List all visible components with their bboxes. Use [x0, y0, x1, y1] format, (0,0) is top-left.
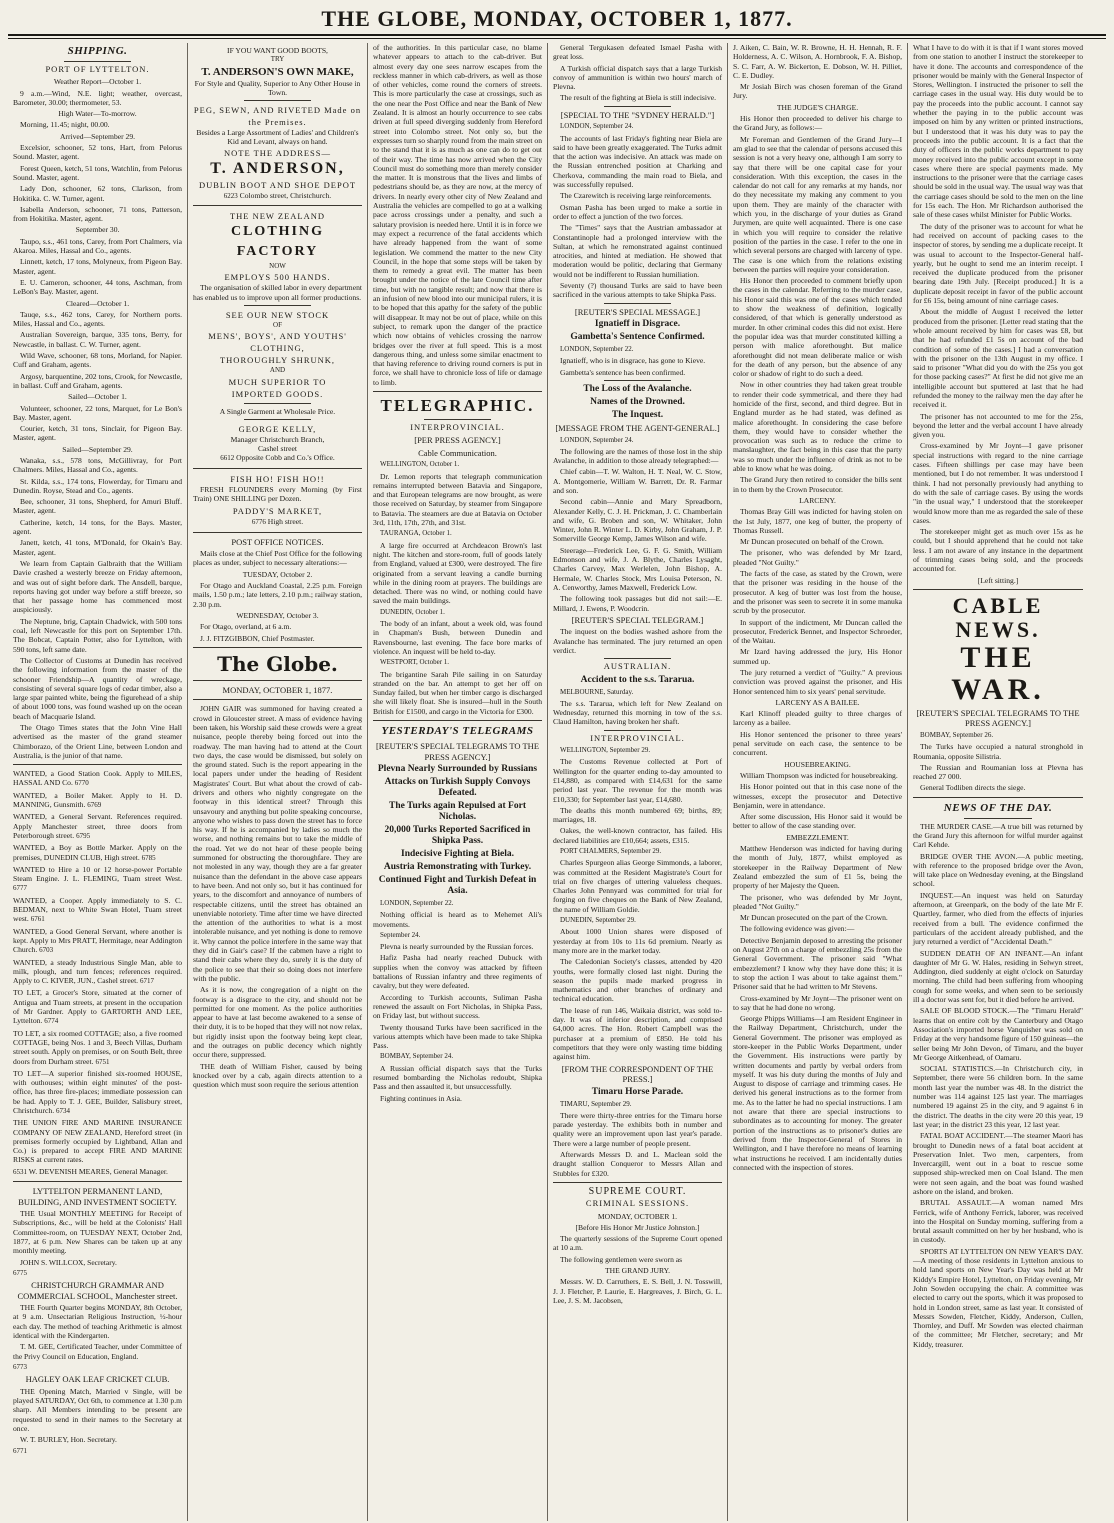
dateline: BOMBAY, September 24. — [380, 1052, 454, 1061]
lyttelton-society-notice: THE Usual MONTHLY MEETING for Receipt of Subscriptions, &c., will be held at the Colonists' Hall Committee-room, on TUESDAY NEXT, October 2nd, 1877, at 6 p.m. New Shares can be taken up at any monthly meeting. — [13, 1209, 182, 1256]
court-text: Thomas Bray Gill was indicted for having stolen on the 1st July, 1877, one keg of butter, the property of Thomas Russell. — [733, 507, 902, 535]
ad-line: PADDY'S MARKET, — [232, 506, 323, 517]
paper-date: MONDAY, OCTOBER 1, 1877. — [222, 684, 333, 695]
post-office-notice: For Otago, overland, at 6 a.m. — [200, 622, 292, 632]
post-office-date: TUESDAY, October 2. — [242, 569, 313, 579]
sailed-heading: Sailed—October 1. — [68, 392, 127, 402]
column-2 — [188, 43, 368, 1521]
agency-note: [MESSAGE FROM THE AGENT-GENERAL.] — [555, 423, 720, 434]
ad-line: SEE OUR NEW STOCK — [225, 309, 330, 320]
divider — [244, 403, 312, 404]
ad-line: T. ANDERSON'S OWN MAKE, — [201, 65, 354, 78]
dateline: DUNEDIN, September 29. — [560, 916, 636, 925]
weather-report: 9 a.m.—Wind, N.E. light; weather, overcast, Barometer, 30.00; thermometer, 53. — [13, 88, 182, 107]
news-item: SUDDEN DEATH OF AN INFANT.—An infant daughter of Mr G. W. Hales, residing in Selwyn street, Addington, died suddenly at eight o'clock on Saturday morning. The child had been suffering from whooping cough for some weeks, and when seen to be seriously ill a doctor was sent for, but it died before he arrived. — [913, 948, 1083, 1005]
court-text: In support of the indictment, Mr Duncan called the prosecutor, Frederick Bennet, and Inspector Schroeder, of the Waitau. — [733, 617, 902, 646]
cleared-heading: Cleared—October 1. — [65, 298, 130, 308]
telegram-text: A Turkish official dispatch says that a large Turkish convoy of ammunition is within two hours' march of Plevna. — [553, 63, 722, 92]
columns — [8, 43, 1106, 1521]
telegram-text: Nothing official is heard as to Mehemet Ali's movements. — [373, 910, 542, 929]
telegram-text: There were thirty-three entries for the Timaru horse parade yesterday. The exhibits both in number and quality were an improvement upon last year's parade. There were a large number of people present. — [553, 1110, 722, 1148]
classified-ad: WANTED, a steady Industrious Single Man, able to milk, plough, and turn fences; references required. Apply to C. KIVER, JUN., Cashel street. 6717 — [13, 957, 182, 986]
ad-line: Besides a Large Assortment of Ladies' and Children's Kid and Levant, always on hand. — [196, 128, 359, 147]
ad-line: THOROUGHLY SHRUNK, — [219, 355, 336, 366]
classified-ad: WANTED, a Boiler Maker. Apply to H. D. MANNING, Gunsmith. 6769 — [13, 790, 182, 810]
telegram-text: About 1000 Union shares were disposed of yesterday at from 10s to 11s 6d premium. Nearly as many more are in the market today. — [553, 927, 722, 955]
dateline: WELLINGTON, September 29. — [560, 746, 651, 755]
war-headline: Austria Remonstrating with Turkey. — [383, 862, 532, 872]
court-text: His Honor then proceeded to deliver his charge to the Grand Jury, as follows:— — [733, 114, 902, 133]
divider — [373, 391, 542, 392]
agency-note: [REUTER'S SPECIAL TELEGRAMS TO THE PRESS AGENCY.] — [375, 741, 540, 762]
court-text: His Honor pointed out that in this case none of the witnesses, except the prosecutor and Detective Benjamin, were in attendance. — [733, 782, 902, 810]
court-text: Cross-examined by Mr Joynt—The prisoner went on to say that he had done no wrong. — [733, 993, 902, 1012]
divider — [604, 658, 672, 659]
news-headline: The Loss of the Avalanche. — [583, 384, 692, 395]
divider — [373, 720, 542, 721]
dateline: LONDON, September 22. — [560, 345, 634, 354]
war-headline: Attacks on Turkish Supply Convoys Defeated. — [384, 777, 531, 798]
column-1 — [8, 43, 188, 1521]
ad-body: The organisation of skilled labor in every department has enabled us to improve upon all former productions. — [193, 283, 362, 302]
larceny-bailee-heading: LARCENY AS A BAILEE. — [775, 697, 860, 707]
grammar-school-heading: CHRISTCHURCH GRAMMAR AND COMMERCIAL SCHOOL, Manchester street. — [17, 1280, 178, 1301]
news-headline: The Inquest. — [611, 410, 664, 421]
cable-news-heading: CABLE NEWS. — [952, 592, 1044, 642]
arrived-heading: Arrived—September 29. — [59, 131, 136, 141]
court-text: Mr Foreman and Gentlemen of the Grand Jury—I am glad to see that the calendar of persons accused this session is not a very heavy one, although I am sorry to say that there will be one capital case for your consideration. With this exception, the cases in the calendar do not call for any remarks at my hands, nor do they necessitate my making any comment to you upon them. They are mainly of the character with which you, in the discharge of your duties as Grand Jurymen, are quite well acquainted. There is one case in which you will require to consider the relative position of the parties in the case. I refer to the one in which several persons are charged with larceny of type. The case is one which from the relations existing between the parties will require your consideration. — [733, 134, 902, 274]
ad-number: 6771 — [13, 1446, 27, 1455]
cable-communication-heading: Cable Communication. — [418, 447, 497, 458]
ad-line: 6612 Opposite Cobb and Co.'s Office. — [220, 453, 335, 463]
telegram-text: Seventy (?) thousand Turks are said to have been sacrificed in the various attempts to take Shipka Pass. — [553, 281, 722, 300]
column-6 — [908, 43, 1088, 1521]
court-text: Mr Duncan prosecuted on behalf of the Crown. — [740, 537, 884, 547]
telegram-text: According to Turkish accounts, Suliman Pasha renewed the assault on Fort Nicholas, in Shipka Pass, on Friday last, but without success. — [373, 992, 542, 1021]
insurance-ad-signature: 6531 W. DEVENISH MEARES, General Manager. — [13, 1166, 168, 1176]
court-text: George Phipps Williams—I am Resident Engineer in the Railway Department, Christchurch, under the General Government. The prisoner was employed as store-keeper in the Public Works Department, under the Government. His instructions were partly by written documents and partly by verbal orders from myself. It was his duty during the months of July and August to dispose of carriage and trimming cases. He derived his general instructions as to the former from me. As to the latter he had no special instructions. I am not aware that there are special instructions to subordinates as to accounting for money. The greater portion of the instructions as to prisoner's duties are derived from the Inspector-General of Stores in Wellington, and I have therefore no means of learning what instructions he received. I am incidentally duties connected with the inspection of stores. — [733, 1014, 902, 1172]
agency-note: [REUTER'S SPECIAL MESSAGE.] — [574, 306, 701, 317]
dateline: DUNEDIN, October 1. — [380, 607, 445, 616]
cleared-entry: Tauqe, s.s., 462 tons, Carey, for Northern ports. Miles, Hassal and Co., agents. — [13, 309, 182, 329]
weather-heading: Weather Report—October 1. — [53, 77, 142, 87]
court-text: The following gentlemen were sworn as — [560, 1254, 683, 1264]
leader-paragraph: THE death of William Fisher, caused by being knocked over by a cab, again directs attention to a question which must soon require the serious attention — [193, 1061, 362, 1090]
news-item: INQUEST.—An inquest was held on Saturday afternoon, at Greenpark, on the body of the late Mr F. Quartley, farmer, who died from the effects of injuries received from a bull. The evidence confirmed the particulars of the accident already published, and the jury returned a verdict of "Accidental Death." — [913, 890, 1083, 947]
arrival-entry: Forest Queen, ketch, 51 tons, Watchlin, from Pelorus Sound. Master, agent. — [13, 163, 182, 182]
divider — [553, 1182, 722, 1183]
news-headline: Timaru Horse Parade. — [591, 1086, 684, 1097]
australian-heading: AUSTRALIAN. — [603, 661, 672, 672]
agency-note: [REUTER'S SPECIAL TELEGRAMS TO THE PRESS AGENCY.] — [916, 707, 1080, 729]
ad-line: IMPORTED GOODS. — [231, 388, 324, 399]
ad-line: IF YOU WANT GOOD BOOTS, — [227, 46, 328, 55]
telegram-text: The lease of run 146, Waikaia district, was sold to-day. It was of inferior description, and comprised 64,000 acres. The Hon. Robert Campbell was the purchaser at a premium of £850. He told his competitors that they were only wasting time bidding against him. — [553, 1005, 722, 1062]
divider — [193, 699, 362, 700]
court-note: [Before His Honor Mr Justice Johnston.] — [575, 1222, 700, 1232]
sailed-entry: Catherine, ketch, 14 tons, for the Bays. Master, agent. — [13, 517, 182, 537]
sailed-entry: Volunteer, schooner, 22 tons, Marquet, for Le Bon's Bay. Master, agent. — [13, 403, 182, 422]
dateline: PORT CHALMERS, September 29. — [560, 847, 662, 855]
telegram-text: The "Times" says that the Austrian ambassador at Constantinople had a prolonged interview with the Sultan, at which he remonstrated against continued atrocities, and hinted at mediation. He showed that moderation would be politic, declaring that Germany would not be indifferent to Russian humiliation. — [553, 223, 722, 279]
ad-line: Manager Christchurch Branch, — [230, 434, 325, 444]
classified-ad: TO LET, a six roomed COTTAGE; also, a five roomed COTTAGE, being Nos. 1 and 3, Beech Villas, Durham street south. Apply on premises, or on South Belt, three doors from Durham street. 6751 — [13, 1028, 182, 1066]
court-text: About the middle of August I received the letter produced from the prisoner. [Letter read stating that the whole amount received by him for cases was £8, but that he had refunded £1 5s on account of the bad condition of some of the cases.] I had a conversation with the prisoner on the 13th August in my office. I said to prisoner "What did you do with the 25s you got for those packing cases?" At first he did not give me an intelligible account but sputtered at last that he had refunded the money to the railway men the day after he received it. — [913, 307, 1083, 410]
cleared-entry: Argosy, barquentine, 202 tons, Crook, for Newcastle, in ballast. Cuff and Graham, agents. — [13, 371, 182, 390]
telegram-text: The accounts of last Friday's fighting near Biela are said to have been greatly exaggerated. The Turks admit that the action was indecisive. An attack was made on the Russian entrenched position at Charking and Cherkova, commanding the main road to Biela, and was successfully repulsed. — [553, 133, 722, 190]
news-headline: Gambetta's Sentence Confirmed. — [570, 332, 705, 343]
war-headline: Plevna Nearly Surrounded by Russians — [377, 764, 538, 774]
divider — [193, 680, 362, 681]
dateline: TAURANGA, October 1. — [380, 529, 452, 538]
criminal-sessions-heading: CRIMINAL SESSIONS. — [585, 1198, 690, 1209]
divider — [604, 106, 672, 107]
war-headline: 20,000 Turks Reported Sacrificed in Shipka Pass. — [384, 825, 531, 846]
insurance-ad: THE UNION FIRE AND MARINE INSURANCE COMPANY OF NEW ZEALAND, Hereford street (in premises formerly occupied by Lightband, Allan and Co.) is prepared to accept FIRE AND MARINE RISKS at current rates. — [13, 1118, 182, 1165]
court-text: Now in other countries they had taken great trouble to render their code symmetrical, and there they had homicide of the first, second, and third degree. But in England murder as he had stated, was defined as malice aforethought. In considering the case before them, they would have to consider whether the provocation was such as to reduce the crime to manslaughter, the fact being in this case that the party was so much under the influence of drink as not to be able to know what he was doing. — [733, 380, 902, 474]
sailed-entry: Courier, ketch, 31 tons, Sinclair, for Pigeon Bay. Master, agent. — [13, 424, 182, 443]
ad-line: 6776 High street. — [251, 517, 304, 527]
ad-line: DUBLIN BOOT AND SHOE DEPOT — [198, 179, 357, 190]
masthead-title: THE GLOBE, MONDAY, OCTOBER 1, 1877. — [321, 6, 793, 31]
news-headline: Ignatieff in Disgrace. — [594, 319, 681, 330]
court-text: The jury returned a verdict of "Guilty." A previous conviction was proved against the prisoner, and His Honor sentenced him to six years' penal servitude. — [733, 668, 902, 696]
classified-ad: TO LET, a Grocer's Store, situated at the corner of Antigua and Tuam streets, at present in the occupation of Mr Gardner. Apply to GARTORTH AND LEE, Lyttelton. 6774 — [13, 988, 182, 1026]
date-subheading: September 30. — [75, 225, 120, 235]
cable-text: General Todliben directs the siege. — [920, 783, 1026, 793]
ad-line: NOTE THE ADDRESS— — [223, 147, 332, 158]
dateline: MELBOURNE, Saturday. — [560, 687, 634, 696]
ad-line: GEORGE KELLY, — [238, 423, 317, 434]
court-text: Messrs. W. D. Carruthers, E. S. Bell, J. N. Tosswill, J. J. Fletcher, P. Laurie, E. Hargreaves, J. Birch, G. L. Lee, J. S. M. Jacobsen, — [553, 1277, 722, 1305]
court-text: J. Aiken, C. Bain, W. R. Browne, H. H. Hennah, R. F. Holderness, A. C. Wilson, A. Hornbrook, F. A. Bishop, S. C. Farr, A. W. Bickerton, E. Dobson, W. H. Pilliet, C. E. Dudley. — [733, 43, 902, 80]
news-headline: Accident to the s.s. Tararua. — [580, 674, 695, 685]
court-text: The prisoner, who was defended by Mr Izard, pleaded "Not Guilty." — [733, 548, 902, 567]
telegram-text: The brigantine Sarah Pile sailing in on Saturday stranded on the bar. An attempt to get her off on Sunday failed, but when her timber cargo is discharged she will likely float. She is insured—hull in the South British for £1500, and cargo in the Victoria for £300. — [373, 669, 542, 716]
judges-charge-heading: THE JUDGE'S CHARGE. — [776, 102, 859, 112]
post-office-heading: POST OFFICE NOTICES. — [231, 536, 324, 547]
arrival-entry: Lady Don, schooner, 62 tons, Clarkson, from Hokitika. C. W. Turner, agent. — [13, 184, 182, 203]
news-headline: Names of the Drowned. — [590, 397, 685, 408]
ad-line: PEG, SEWN, AND RIVETED Made on the Premises. — [193, 105, 362, 128]
war-headline: Continued Fight and Turkish Defeat in Asia. — [378, 875, 537, 896]
telegram-text: The inquest on the bodies washed ashore from the Avalanche has terminated. The jury returned an open verdict. — [553, 627, 722, 655]
ad-line: A Single Garment at Wholesale Price. — [219, 406, 336, 416]
dateline: LONDON, September 24. — [560, 122, 634, 131]
dateline: September 24. — [380, 930, 421, 939]
divider — [193, 205, 362, 206]
telegram-text: The s.s. Tararua, which left for New Zealand on Wednesday, returned this morning in tow of the s.s. Claud Hamilton, having broken her shaft. — [553, 698, 722, 727]
shipping-news: We learn from Captain Galbraith that the William Davie crashed a westerly breeze on Friday afternoon, and was out of sight before dark. The Ansdell, barque, reports having got under way before a stiff breeze, so that her passage home has commenced most auspiciously. — [13, 558, 182, 615]
arrival-entry: Linnett, ketch, 17 tons, Molyneux, from Pigeon Bay. Master, agent. — [13, 257, 182, 276]
fish-ad — [193, 473, 362, 528]
larceny-heading: LARCENY. — [799, 495, 836, 505]
news-of-the-day-heading: NEWS OF THE DAY. — [943, 801, 1053, 814]
news-item: BRIDGE OVER THE AVON.—A public meeting, with reference to the proposed bridge over the Avon, will take place on Wednesday evening, at the Bingsland school. — [913, 851, 1083, 889]
court-text: Mr Duncan prosecuted on the part of the Crown. — [740, 913, 888, 923]
telegram-text: Steerage—Frederick Lee, G. F. G. Smith, William Edmonson and wife, J. A. Blythe, Charles Lysaght, Charles Carvey, Max Werlelen, John Bishop, A. Hermale, W. Charles Stock, Mrs Louisa Peterson, N. A. Cenworthy, James Maxwell, Frederick Low. — [553, 545, 722, 592]
ad-line: THE NEW ZEALAND — [229, 211, 326, 222]
divider — [913, 797, 1083, 798]
classified-ad: WANTED, a Cooper. Apply immediately to S. C. BEDMAN, next to White Swan Hotel, Tuam street west. 6761 — [13, 895, 182, 924]
court-text: The duty of the prisoner was to account for what he had received on account of packing cases to the inspector of stores, by sending me a duplicate receipt. It was usual to account to the Inspector-General half-yearly, but he ought to send me an interim receipt. I received the duplicate produced from the prisoner bearing date 19th July. [Receipt produced.] It is a duplicate deposit receipt in favor of the public account for £6 15s, being amount of nine carriage cases. — [913, 221, 1083, 306]
cricket-club-notice: THE Opening Match, Married v Single, will be played SATURDAY, Oct 6th, to commence at 1.30 p.m sharp. All Members intending to be present are requested to send in their names to the Secretary at once. — [13, 1386, 182, 1433]
embezzlement-heading: EMBEZZLEMENT. — [786, 832, 849, 842]
ad-number: 6775 — [13, 1268, 27, 1277]
telegram-text: General Tergukasen defeated Ismael Pasha with great loss. — [553, 43, 722, 62]
telegram-text: The Caledonian Society's classes, attended by 420 youths, were formally closed last night. During the season the pupils made marked progress in mathematics and other branches of ordinary and technical education. — [553, 957, 722, 1004]
divider — [193, 647, 362, 648]
court-text: The quarterly sessions of the Supreme Court opened at 10 a.m. — [553, 1234, 722, 1253]
court-text: Mr Izard having addressed the jury, His Honor summed up. — [733, 647, 902, 666]
ad-line: For Style and Quality, Superior to Any Other House in Town. — [194, 78, 361, 97]
ad-line: CLOTHING, — [250, 343, 305, 354]
court-text: Karl Klinoff pleaded guilty to three charges of larceny as a bailee. — [733, 709, 902, 728]
dateline: WELLINGTON, October 1. — [380, 460, 460, 469]
ad-line: MUCH SUPERIOR TO — [228, 376, 327, 387]
court-text: What I have to do with it is that if I want stores moved from one station to another I instruct the storekeeper to have it done. The accounts and correspondence of the prisoner would be mainly with the General Inspector of Stores, Wellington. I instructed the prisoner to sell the carriage cases in the usual way. His duty would be to pay the proceeds into the public account. I cannot say whether the paying in to the public account was imposed on him by any written or printed instructions, but I understood that it was his duty was to pay the proceeds into the public account. It is a fact that the duty of officers in the public works department to pay money received into the public account except in some cases where there are special payments made. My instructions to the prisoner were that the carriage cases should be sold in the usual way. The usual way was that the carriage cases should be sold to the men on the line for 15s each. The Hon. Mr Richardson authorised the sale of these cases whilst Minister for Public Works. — [913, 43, 1083, 220]
news-item: BRUTAL ASSAULT.—A woman named Mrs Ferrick, wife of Anthony Ferrick, laborer, was received into the Hospital on Sunday morning, suffering from a brutal assault committed on her by her husband, who is in custody. — [913, 1198, 1083, 1245]
court-text: Mr Josiah Birch was chosen foreman of the Grand Jury. — [733, 82, 902, 101]
classified-ad: WANTED, a Good Station Cook. Apply to MILES, HASSAL AND Co. 6770 — [13, 769, 182, 788]
supreme-court-heading: SUPREME COURT. — [588, 1185, 687, 1197]
telegraphic-heading: TELEGRAPHIC. — [380, 395, 535, 415]
yesterdays-telegrams-heading: YESTERDAY'S TELEGRAMS — [381, 725, 534, 737]
post-office-date: WEDNESDAY, October 3. — [236, 610, 319, 620]
ad-line: TRY — [270, 55, 285, 64]
clothing-factory-ad — [193, 210, 362, 464]
arrival-entry: Excelsior, schooner, 52 tons, Hart, from Pelorus Sound. Master, agent. — [13, 143, 182, 162]
shipping-news: The Otago Times states that the John Vine Hall advertised as the master of the grand steamer Chimborazo, of the Orient Line, between London and Australia, is the junior of that name. — [13, 723, 182, 760]
ad-line: Cashel street — [257, 444, 297, 454]
shipping-news: The Neptune, brig, Captain Chadwick, with 500 tons coal, left Newcastle for this port on September 17th. The Bobcat, Captain Potter, also for Lyttelton, with 590 tons, left same date. — [13, 616, 182, 654]
dateline: LONDON, September 24. — [560, 435, 634, 444]
telegram-text: Hafiz Pasha had nearly reached Dubuck with supplies when the convoy was attacked by fifteen battalions of Russian infantry and three regiments of cavalry, but they were defeated. — [373, 953, 542, 991]
ad-line: 6223 Colombo street, Christchurch. — [223, 190, 332, 200]
telegram-text: Charles Spurgeon alias George Simmonds, a laborer, was committed at the Resident Magistrate's Court for trial on five charges of uttering valueless cheques. Charles John Pennyard was committed for trial for forging on five cheques on the Bank of New Zealand, the name of William Goldie. — [553, 858, 722, 914]
lyttelton-society-heading: LYTTELTON PERMANENT LAND, BUILDING, AND INVESTMENT SOCIETY. — [18, 1186, 177, 1207]
column-5 — [728, 43, 908, 1521]
classified-ad: WANTED, a Good General Servant, where another is kept. Apply to Mrs PRATT, Hermitage, near Addington Church. 6703 — [13, 926, 182, 955]
column-4 — [548, 43, 728, 1521]
court-text: The storekeeper might get as much over 15s as he could, but I should apprehend that he could not take less. I am not aware of any instance in the department of trimming cases being sold, and the proceeds accounted for. — [913, 527, 1083, 574]
sailed-entry: Wanaka, s.s., 578 tons, McGillivray, for Port Chalmers. Miles, Hassal and Co., agents. — [13, 455, 182, 475]
news-item: SALE OF BLOOD STOCK.—The "Timaru Herald" learns that on entire colt by the Canterbury and Otago Association's imported horse Vanquisher was sold on Friday at the very handsome figure of 150 guineas—the seller being Mr John Devon, of Timaru, and the buyer Mr George Aitkenhead, of Oamaru. — [913, 1006, 1083, 1062]
telegram-text: Osman Pasha has been urged to make a sortie in order to effect a junction of the two forces. — [553, 202, 722, 221]
interprovincial-heading: INTERPROVINCIAL. — [590, 732, 685, 743]
court-text: After some discussion, His Honor said it would be better to allow of the case standing over. — [733, 812, 902, 831]
postmaster-signature: J. J. FITZGIBBON, Chief Postmaster. — [200, 633, 315, 643]
shipping-news: The Collector of Customs at Dunedin has received the following information from the master of the schooner Friendship—A quantity of wreckage, consisting of several square logs of cedar timber, also a large spar painted white, being the figurehead of a ship of about 1000 tons, was found washed up on the ocean beach of Macquarie Island. — [13, 655, 182, 721]
sailed-entry: Bee, schooner, 31 tons, Shepherd, for Amuri Bluff. Master, agent. — [13, 497, 182, 516]
housebreaking-heading: HOUSEBREAKING. — [784, 759, 851, 769]
news-item: SPORTS AT LYTTELTON ON NEW YEAR'S DAY.—A meeting of those residents in Lyttelton anxious to hold land sports on New Year's Day was held at Mr Kiddy's Empire Hotel, Lyttelton, on Friday evening, Mr John Sowden occupying the chair. A committee was elected to carry out the sports, which it was proposed to hold in London street, same as last year. It consisted of Messrs Sowden, Fletcher, Kiddy, Anderson, Cullen, Thornley, and Duff. Mr Sowden was elected chairman of the committee; Mr Fletcher, secretary; and Mr Kiddy, treasurer. — [913, 1246, 1083, 1349]
telegram-text: Fighting continues in Asia. — [380, 1093, 462, 1103]
interprovincial-heading: INTERPROVINCIAL. — [410, 421, 505, 432]
court-text: Cross-examined by Mr Joynt—I gave prisoner special instructions with regard to the nine carriage cases. Fifteen shillings per case may have been mentioned, but I do not remember. It was understood I think. I had not personally previously had anything to do with the sale of carriage cases. By using the words "in the usual way," I understood that the storekeeper would know more than me as regarded the sale of these cases. — [913, 441, 1083, 525]
court-text: The prisoner, who was defended by Mr Joynt, pleaded "Not Guilty." — [733, 892, 902, 911]
lyttelton-society-signature: JOHN S. WILLCOX, Secretary. — [20, 1257, 117, 1267]
divider — [604, 380, 672, 381]
ad-line: AND — [269, 366, 286, 375]
classified-ad: WANTED to Hire a 10 or 12 horse-power Portable Steam Engine. J. L. FLEMING, Tuam street West. 6777 — [13, 864, 182, 893]
court-text: The facts of the case, as stated by the Crown, were that the prisoner was residing in the house of the prosecutor. A keg of butter was lost from the house, and the prisoner was seen to secrete it in some manuka scrub by the prosecutor. — [733, 569, 902, 616]
left-sitting-note: [Left sitting.] — [977, 575, 1019, 585]
telegram-text: A large fire occurred at Archdeacon Brown's last night. The kitchen and store-room, full of goods lately from England, valued at £300, were destroyed. The fire originated from a servant leaving a candle burning while in the dining room at prayers. The buildings are detached. There was no wind, or nothing could have saved the main buildings. — [373, 540, 542, 606]
telegram-text: Chief cabin—T. W. Walton, H. T. Neal, W. C. Stow, A. Montgomerie, William W. Barrett, Dr. R. Farmar and son. — [553, 467, 722, 495]
divider — [913, 589, 1083, 590]
divider — [604, 730, 672, 731]
divider — [244, 419, 312, 420]
ad-line: NOW — [269, 262, 286, 271]
ad-line: MENS', BOYS', AND YOUTHS' — [208, 331, 347, 342]
post-office-notice: For Otago and Auckland Coastal, 2.25 p.m. Foreign mails, 1.50 p.m.; late letters, 2.10 p.m.; railway station, 2.30 p.m. — [193, 581, 362, 609]
divider — [244, 100, 312, 101]
telegram-text: Second cabin—Annie and Mary Spreadborn, Alexander Kelly, C. J. H. Prickman, J. C. Chamberlain and wife, G. Broben and son, W. Whitaker, John Winter, John R. Winter L. D. Kirby, John Graham, J. P. Somerville George Kemp, James Wilson and wife. — [553, 497, 722, 544]
court-text: The Grand Jury then retired to consider the bills sent in to them by the Crown Prosecutor. — [733, 475, 902, 494]
post-office-notice: Mails close at the Chief Post Office for the following places as under, subject to necessary alterations:— — [193, 549, 362, 568]
masthead-rule — [8, 34, 1106, 39]
news-item: SOCIAL STATISTICS.—In Christchurch city, in September, there were 56 children born. In the same month last year the number was 48. In the district the number was 114 against 125 last year. The marriages numbered 19 against 25 in the city, and 9 against 6 in the district. The deaths in the city were 20 this year, 19 last year; in the district 23 this year, 12 last year. — [913, 1064, 1083, 1129]
war-headline: Indecisive Fighting at Biela. — [401, 849, 514, 859]
cleared-entry: Wild Wave, schooner, 68 tons, Morland, for Napier. Cuff and Graham, agents. — [13, 351, 182, 370]
anderson-name: T. ANDERSON, — [210, 159, 345, 177]
divider — [13, 764, 182, 765]
grammar-school-notice: THE Fourth Quarter begins MONDAY, 8th October, at 9 a.m. Unsectarian Religious Instruction, ½-hour each day. The method of teaching Arithmetic is almost identical with the Kindergarten. — [13, 1303, 182, 1341]
court-text: His Honor then proceeded to comment briefly upon the cases in the calendar. Referring to the murder case, his Honor said this was one of the cases which tended to show the weakness of definition, logically considered, of that which is generally understood as murder. In other criminal codes this did not exist. Here the popular idea was that murder constituted killing a person with malice aforethought. But malice aforethought did not mean deliberate malice or wish for the death of any person, but the absence of any color or shadow of right to do such a deed. — [733, 276, 902, 379]
cricket-club-signature: W. T. BURLEY, Hon. Secretary. — [20, 1435, 117, 1445]
court-text: His Honor sentenced the prisoner to three years' penal servitude on each case, the sentence to be concurrent. — [733, 729, 902, 758]
telegram-text: Afterwards Messrs D. and L. Maclean sold the draught stallion Conqueror to Messrs Allan and Stubbles for £320. — [553, 1150, 722, 1178]
shipping-heading: SHIPPING. — [67, 45, 128, 57]
news-item: FATAL BOAT ACCIDENT.—The steamer Maori has brought to Dunedin news of a fatal boat accident at Preservation Inlet. Two men, carpenters, from Invercargill, went out in a boat to rescue some supposed ship-wrecked men on Coal Island. The men were not seen again, and the boat was found washed ashore on the island, and broken. — [913, 1131, 1083, 1196]
telegram-text: Dr. Lemon reports that telegraph communication remains interrupted between Batavia and Singapore, and that European telegrams are now brought, as were those received on Saturday, by steamer from Singapore to Batavia. The steamers are due at Batavia on October 3rd, 11th, 17th, 27th, and 31st. — [373, 471, 542, 528]
court-text: The prisoner has not accounted to me for the 25s, beyond the letter and the verbal account I have already given you. — [913, 411, 1083, 440]
court-text: William Thompson was indicted for housebreaking. — [740, 770, 898, 780]
dateline: WESTPORT, October 1. — [380, 658, 450, 667]
classified-ad: WANTED, a Boy as Bottle Marker. Apply on the premises, DUNEDIN CLUB, High street. 6785 — [13, 843, 182, 862]
sailed-heading: Sailed—September 29. — [62, 444, 133, 454]
clothing-factory-title: CLOTHING FACTORY — [230, 224, 324, 260]
arrival-entry: Isabella Anderson, schooner, 71 tons, Patterson, from Hokitika. Master, agent. — [13, 204, 182, 224]
classified-ad: TO LET—A superior finished six-roomed HOUSE, with outhouses; within eight minutes' of the post-office, has three fire-places; immediate possession can be had. Apply to T. J. GEE, Builder, Salisbury street, Christchurch. 6734 — [13, 1068, 182, 1115]
ad-body: FRESH FLOUNDERS every Morning (by First Train) ONE SHILLING per Dozen. — [193, 484, 362, 504]
high-water-heading: High Water—To-morrow. — [58, 109, 137, 119]
court-text: The following evidence was given:— — [740, 924, 855, 934]
agency-note: [FROM THE CORRESPONDENT OF THE PRESS.] — [561, 1063, 714, 1085]
classified-ad: WANTED, a General Servant. References required. Apply Manchester street, three doors from Peterborough street. 6795 — [13, 812, 182, 840]
cleared-entry: Australian Sovereign, barque, 335 tons, Berry, for Newcastle, in ballast. C. W. Turner, agent. — [13, 330, 182, 349]
agency-note: [REUTER'S SPECIAL TELEGRAM.] — [571, 614, 704, 625]
column-3 — [368, 43, 548, 1521]
arrival-entry: E. U. Cameron, schooner, 44 tons, Aschman, from LeBon's Bay. Master, agent. — [13, 277, 182, 297]
divider — [964, 818, 1032, 819]
paper-title: The Globe. — [217, 651, 338, 676]
telegram-text: Twenty thousand Turks have been sacrificed in the various attempts which have been made to take Shipka Pass. — [373, 1022, 542, 1051]
telegram-text: Plevna is nearly surrounded by the Russian forces. — [380, 942, 534, 952]
sailed-entry: Janett, ketch, 41 tons, M'Donald, for Okain's Bay. Master, agent. — [13, 538, 182, 557]
telegram-text: Ignatieff, who is in disgrace, has gone to Kieve. — [560, 356, 706, 366]
divider — [64, 61, 132, 62]
telegram-text: The deaths this month numbered 69; births, 89; marriages, 18. — [553, 805, 722, 825]
ad-line: EMPLOYS 500 HANDS. — [224, 272, 331, 283]
dateline: BOMBAY, September 26. — [920, 730, 994, 739]
grammar-school-signature: T. M. GEE, Certificated Teacher, under Committee of the Privy Council on Education, England. — [13, 1342, 182, 1361]
agency-note: [SPECIAL TO THE "SYDNEY HERALD."] — [560, 109, 715, 120]
anderson-boots-ad — [193, 46, 362, 201]
telegram-text: The Czarewitch is receiving large reinforcements. — [560, 191, 712, 201]
telegram-text: The body of an infant, about a week old, was found in Chapman's Bush, between Dunedin and Ravensbourne, last evening. The face bore marks of violence. An inquest will be held to-day. — [373, 619, 542, 656]
high-water-times: Morning, 11.45; night, 00.00. — [20, 120, 110, 130]
cable-text: The Russian and Roumanian loss at Plevna has reached 27 000. — [913, 762, 1083, 782]
grand-jury-heading: THE GRAND JURY. — [604, 1265, 671, 1275]
telegram-text: The following took passages but did not sail:—E. Millard, J. Ewens, P. Woodcrin. — [553, 594, 722, 613]
telegram-text: Gambetta's sentence has been confirmed. — [560, 367, 686, 377]
telegram-text: The result of the fighting at Biela is still indecisive. — [560, 93, 717, 103]
divider — [193, 468, 362, 469]
ad-line: FISH HO! FISH HO!! — [230, 473, 325, 484]
arrival-entry: Taupo, s.s., 461 tons, Carey, from Port Chalmers, via Akaroa. Miles, Hassal and Co., agents. — [13, 236, 182, 256]
telegram-text: The following are the names of those lost in the ship Avalanche, in addition to those already telegraphed:— — [553, 446, 722, 466]
divider — [424, 419, 492, 420]
dateline: LONDON, September 22. — [380, 899, 454, 907]
leader-paragraph: JOHN GAIR was summoned for having created a crowd in Gloucester street. A mass of evidence having been taken, his Worship said these crowds were a great nuisance, people thereby being forced out into the roadway. The man having had to attend at the Court two days, the case would be dismissed, but solely on the ground stated. Such is the report appearing in the local papers under under the heading of Resident Magistrates' Court. But what about the crowd of cab-drivers and others who nightly congregate on the footway in this identical street? Through this unsavoury and anything but polite speaking concourse, anyone who wishes to pass down the street has to force his way. If he is accompanied by ladies so much the worse, and nothing remains but to take the middle of the road. Yet we do not hear of these people being summoned for obstructing the thoroughfare. They are not molested in any way, though they are a far greater nuisance than the defendant in the above case appears to have been. And not only so, but it has continued for years, to the discomfort and annoyance of numbers of respectable citizens, until the street has obtained an unenviable notoriety. Time after time we have directed the attention of the authorities to what is a most intolerable nuisance, and yet nothing is done to remove it. Why cannot the police interfere in the same way that they did in Gair's case? If the cabmen have a right to stand their cabs where they do, surely it is the duty of the police to see that their so doing does not interfere with the public. — [193, 704, 362, 983]
court-date: MONDAY, OCTOBER 1. — [597, 1211, 678, 1221]
news-item: THE MURDER CASE.—A true bill was returned by the Grand Jury this afternoon for wilful murder against Carl Kehde. — [913, 821, 1083, 850]
port-heading: PORT OF LYTTELTON. — [45, 64, 150, 74]
divider — [13, 1181, 182, 1182]
court-text: Matthew Henderson was indicted for having during the month of July, 1877, whilst employed as storekeeper in the Railway Department of New Zealand embezzled the sum of £1 5s, being the property of her Majesty the Queen. — [733, 844, 902, 891]
court-text: Detective Benjamin deposed to arresting the prisoner on August 27th on a charge of embezzling 25s from the General Government. The prisoner said "What embezzlement? I know why they have done this; it is to stop the action I was about to take against them." Prisoner said that he had written to Mr Stevens. — [733, 935, 902, 992]
divider — [244, 305, 312, 306]
sailed-entry: St. Kilda, s.s., 174 tons, Flowerday, for Timaru and Dunedin. Royse, Stead and Co., agents. — [13, 476, 182, 495]
ad-line: OF — [273, 320, 282, 329]
divider — [604, 303, 672, 304]
dateline: TIMARU, September 29. — [560, 1099, 632, 1108]
telegram-text: The Customs Revenue collected at Port of Wellington for the quarter ending to-day amounted to £14,880, as compared with £14,631 for the same period last year. The revenue for the month was £10,330; for September last year, £14,680. — [553, 757, 722, 804]
the-war-heading: THE WAR. — [951, 640, 1045, 706]
leader-paragraph: of the authorities. In this particular case, no blame whatever appears to attach to the cab-driver. But almost every day one sees narrow escapes from the reckless manner in which cab-drivers, as well as those of other vehicles, come round the corners of streets. This is more particularly the case at crossings, such as the one near the Post Office and near the Bank of New Zealand. It is almost an hourly occurrence to see cabs driven at full speed diverging suddenly from Hereford street into Colombo street. Not only so, but the expresses turn so sharply round from the main street on to the stand that it is as much as one can do to get out of their way. The time has now arrived when the City Council must do something more than merely consider the matter. It is monstrous that the lives and limbs of pedestrians should be, as they are now, at the mercy of drivers. In nearly every other city of New Zealand and Australia the vehicles are compelled to go at a walking pace across crossings under a penalty, and such a salutary provision is needed here. Until it is in force we may expect a recurrence of the fatal accidents which have already happened from the want of some legislation. We commend the matter to the new City Council, in the hope that some steps will be taken by them to remedy a great evil. The matter has been brought under the notice of the late Council time after time, but with no tangible result; and now that there is an infusion of new blood into our municipal rulers, it is to be hoped that this apathy for the safety of the public will disappear. It may not be out of place, while on this subject, to remark upon the danger of the practice which now obtains of vehicles crossing the narrow bridges over the river at full speed. This is a most dangerous thing, and unless some similar enactment to that having reference to driving round corners is put in force, we shall have to chronicle loss of life or damage to limb. — [373, 43, 542, 387]
cable-text: The Turks have occupied a natural stronghold in Roumania, opposite Silistria. — [913, 742, 1083, 761]
divider — [193, 532, 362, 533]
ad-number: 6773 — [13, 1362, 27, 1371]
cricket-club-heading: HAGLEY OAK LEAF CRICKET CLUB. — [25, 1374, 170, 1385]
agency-note: [PER PRESS AGENCY.] — [414, 435, 501, 446]
war-headline: The Turks again Repulsed at Fort Nicholas. — [389, 801, 526, 822]
telegram-text: Oakes, the well-known contractor, has failed. His declared liabilities are £10,664; assets, £315. — [553, 826, 722, 845]
telegram-text: A Russian official dispatch says that the Turks resumed bombarding the Nicholas redoubt, Shipka Pass and then assaulted it, but unsuccessfully. — [373, 1063, 542, 1092]
leader-paragraph: As it is now, the congregation of a night on the footway is a disgrace to the city, and should not be permitted for one moment. As the police authorities appear to have at last become awakened to a sense of their duty, it is to be hoped that they will not now relax, but rigidly insist upon the footway being kept clear, and the outrages on public decency which nightly occur there, suppressed. — [193, 985, 362, 1060]
